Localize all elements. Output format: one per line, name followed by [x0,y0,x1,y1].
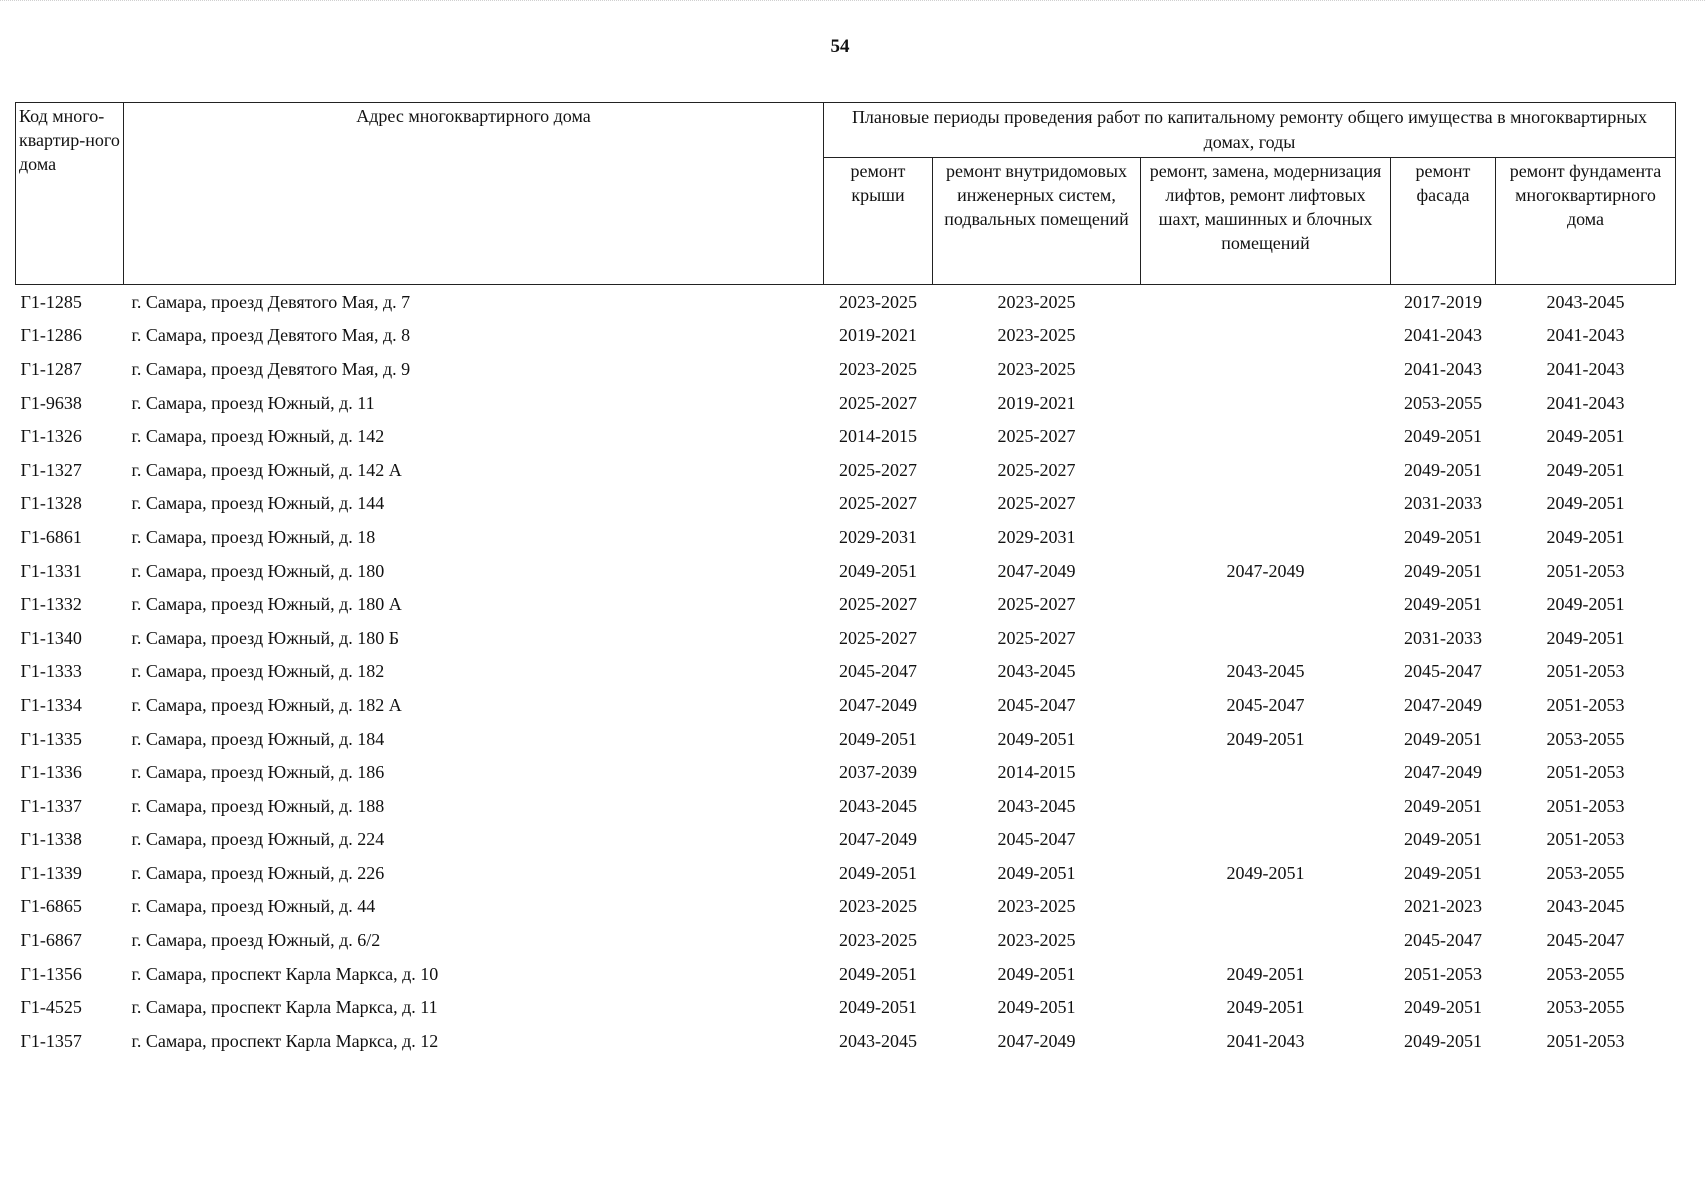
table-row [16,755,1676,789]
cell-roof: 2014-2015 [839,426,917,447]
cell-address: г. Самара, проезд Девятого Мая, д. 8 [131,325,411,346]
cell-facade: 2021-2023 [1404,896,1482,917]
cell-foundation: 2049-2051 [1546,594,1625,615]
cell-code: Г1-1337 [20,795,82,816]
cell-elevator [1141,419,1391,453]
cell-engineering: 2029-2031 [997,526,1076,547]
cell-foundation: 2041-2043 [1546,392,1625,413]
cell-code: Г1-1357 [20,1030,82,1051]
cell-engineering: 2025-2027 [997,459,1076,480]
cell-address: г. Самара, проспект Карла Маркса, д. 11 [131,997,438,1018]
page-number: 54 [830,36,850,57]
cell-engineering: 2025-2027 [997,493,1076,514]
table-body [16,285,1676,1058]
cell-address: г. Самара, проезд Южный, д. 18 [131,526,376,547]
cell-elevator [1141,890,1391,924]
cell-elevator [1141,520,1391,554]
scan-edge-noise [0,0,1705,13]
table-row [16,453,1676,487]
cell-elevator [1141,319,1391,353]
header-roof: ремонт крыши [824,158,933,285]
cell-address: г. Самара, проспект Карла Маркса, д. 12 [131,1030,439,1051]
cell-facade: 2049-2051 [1404,426,1482,447]
cell-code: Г1-1339 [20,862,82,883]
cell-elevator [1141,285,1391,319]
header-facade: ремонт фасада [1391,158,1496,285]
table-row [16,655,1676,689]
cell-code: Г1-1327 [20,459,82,480]
cell-foundation: 2041-2043 [1546,325,1625,346]
cell-elevator [1141,386,1391,420]
cell-facade: 2049-2051 [1404,560,1482,581]
table-row [16,722,1676,756]
cell-elevator: 2041-2043 [1226,1030,1305,1051]
cell-foundation: 2051-2053 [1546,762,1625,783]
cell-foundation: 2043-2045 [1546,291,1625,312]
cell-address: г. Самара, проезд Южный, д. 184 [131,728,385,749]
cell-code: Г1-1286 [20,325,82,346]
cell-engineering: 2025-2027 [997,627,1076,648]
cell-roof: 2049-2051 [839,560,917,581]
cell-engineering: 2045-2047 [997,694,1076,715]
table-row [16,487,1676,521]
cell-foundation: 2049-2051 [1546,493,1625,514]
cell-address: г. Самара, проезд Южный, д. 142 [131,426,385,447]
header-elevator: ремонт, замена, модернизация лифтов, ремонт лифтовых шахт, машинных и блочных помещений [1141,158,1391,285]
cell-facade: 2047-2049 [1404,762,1482,783]
cell-address: г. Самара, проезд Южный, д. 11 [131,392,375,413]
header-code: Код много-квартир-ного дома [16,103,124,285]
cell-roof: 2037-2039 [839,762,917,783]
table-row [16,419,1676,453]
cell-roof: 2025-2027 [839,392,917,413]
cell-elevator: 2049-2051 [1226,963,1305,984]
cell-roof: 2045-2047 [839,661,917,682]
cell-roof: 2029-2031 [839,526,917,547]
header-foundation: ремонт фундамента многоквартирного дома [1496,158,1676,285]
cell-code: Г1-6861 [20,526,82,547]
cell-address: г. Самара, проспект Карла Маркса, д. 10 [131,963,439,984]
cell-foundation: 2053-2055 [1546,997,1625,1018]
cell-engineering: 2023-2025 [997,930,1076,951]
cell-foundation: 2049-2051 [1546,426,1625,447]
cell-facade: 2049-2051 [1404,594,1482,615]
cell-roof: 2023-2025 [839,896,917,917]
cell-foundation: 2051-2053 [1546,829,1625,850]
cell-elevator: 2049-2051 [1226,862,1305,883]
cell-foundation: 2051-2053 [1546,560,1625,581]
cell-engineering: 2025-2027 [997,426,1076,447]
cell-facade: 2049-2051 [1404,795,1482,816]
cell-code: Г1-1328 [20,493,82,514]
cell-roof: 2047-2049 [839,694,917,715]
cell-code: Г1-1285 [20,291,82,312]
table-row [16,319,1676,353]
cell-foundation: 2053-2055 [1546,862,1625,883]
cell-facade: 2049-2051 [1404,829,1482,850]
cell-code: Г1-1334 [20,694,82,715]
cell-code: Г1-1332 [20,594,82,615]
cell-facade: 2049-2051 [1404,728,1482,749]
header-address: Адрес многоквартирного дома [124,103,824,285]
cell-address: г. Самара, проезд Южный, д. 180 А [131,594,402,615]
cell-roof: 2019-2021 [839,325,917,346]
cell-code: Г1-1335 [20,728,82,749]
table-row [16,856,1676,890]
cell-foundation: 2051-2053 [1546,694,1625,715]
cell-address: г. Самара, проезд Южный, д. 226 [131,862,385,883]
cell-address: г. Самара, проезд Южный, д. 6/2 [131,930,381,951]
cell-roof: 2023-2025 [839,930,917,951]
cell-roof: 2025-2027 [839,459,917,480]
table-row [16,923,1676,957]
cell-code: Г1-1338 [20,829,82,850]
cell-code: Г1-4525 [20,997,82,1018]
cell-foundation: 2049-2051 [1546,627,1625,648]
cell-engineering: 2023-2025 [997,896,1076,917]
cell-address: г. Самара, проезд Южный, д. 182 А [131,694,402,715]
cell-foundation: 2051-2053 [1546,1030,1625,1051]
cell-roof: 2023-2025 [839,291,917,312]
cell-engineering: 2043-2045 [997,795,1076,816]
table-row [16,554,1676,588]
cell-roof: 2025-2027 [839,627,917,648]
cell-facade: 2045-2047 [1404,661,1482,682]
cell-address: г. Самара, проезд Южный, д. 182 [131,661,385,682]
cell-facade: 2031-2033 [1404,493,1482,514]
cell-address: г. Самара, проезд Южный, д. 142 А [131,459,402,480]
table-row [16,352,1676,386]
cell-facade: 2047-2049 [1404,694,1482,715]
cell-code: Г1-1336 [20,762,82,783]
cell-elevator: 2047-2049 [1226,560,1305,581]
cell-facade: 2051-2053 [1404,963,1482,984]
cell-facade: 2049-2051 [1404,862,1482,883]
cell-address: г. Самара, проезд Южный, д. 186 [131,762,385,783]
cell-code: Г1-9638 [20,392,82,413]
cell-address: г. Самара, проезд Южный, д. 180 [131,560,385,581]
cell-roof: 2043-2045 [839,795,917,816]
cell-address: г. Самара, проезд Южный, д. 44 [131,896,376,917]
cell-foundation: 2043-2045 [1546,896,1625,917]
cell-roof: 2047-2049 [839,829,917,850]
cell-roof: 2023-2025 [839,358,917,379]
cell-roof: 2025-2027 [839,493,917,514]
cell-elevator [1141,352,1391,386]
table-row [16,520,1676,554]
cell-facade: 2049-2051 [1404,1030,1482,1051]
cell-engineering: 2047-2049 [997,1030,1076,1051]
cell-code: Г1-1340 [20,627,82,648]
cell-facade: 2017-2019 [1404,291,1482,312]
cell-roof: 2049-2051 [839,728,917,749]
cell-engineering: 2043-2045 [997,661,1076,682]
cell-engineering: 2019-2021 [997,392,1076,413]
cell-address: г. Самара, проезд Южный, д. 180 Б [131,627,400,648]
table-row [16,823,1676,857]
cell-facade: 2049-2051 [1404,526,1482,547]
cell-elevator [1141,789,1391,823]
cell-engineering: 2049-2051 [997,728,1076,749]
table-row [16,587,1676,621]
cell-elevator [1141,487,1391,521]
cell-elevator [1141,587,1391,621]
cell-facade: 2049-2051 [1404,997,1482,1018]
table-row [16,386,1676,420]
cell-engineering: 2025-2027 [997,594,1076,615]
table-row [16,789,1676,823]
cell-facade: 2045-2047 [1404,930,1482,951]
cell-address: г. Самара, проезд Южный, д. 224 [131,829,385,850]
table-row [16,1024,1676,1058]
cell-roof: 2049-2051 [839,997,917,1018]
cell-engineering: 2023-2025 [997,325,1076,346]
cell-elevator [1141,923,1391,957]
cell-foundation: 2051-2053 [1546,795,1625,816]
table-row [16,890,1676,924]
header-engineering: ремонт внутридомовых инженерных систем, подвальных помещений [933,158,1141,285]
cell-elevator: 2049-2051 [1226,728,1305,749]
table-row [16,990,1676,1024]
cell-elevator: 2045-2047 [1226,694,1305,715]
cell-foundation: 2049-2051 [1546,526,1625,547]
cell-roof: 2049-2051 [839,963,917,984]
cell-code: Г1-6865 [20,896,82,917]
header-planned-periods: Плановые периоды проведения работ по капитальному ремонту общего имущества в многоквартирных домах, годы [824,103,1676,158]
cell-facade: 2041-2043 [1404,325,1482,346]
cell-foundation: 2049-2051 [1546,459,1625,480]
cell-facade: 2031-2033 [1404,627,1482,648]
cell-elevator [1141,823,1391,857]
cell-elevator [1141,621,1391,655]
table-row [16,957,1676,991]
cell-foundation: 2053-2055 [1546,963,1625,984]
cell-facade: 2041-2043 [1404,358,1482,379]
cell-code: Г1-1326 [20,426,82,447]
cell-code: Г1-1331 [20,560,82,581]
cell-address: г. Самара, проезд Южный, д. 188 [131,795,385,816]
cell-address: г. Самара, проезд Девятого Мая, д. 9 [131,358,411,379]
cell-code: Г1-1287 [20,358,82,379]
cell-address: г. Самара, проезд Южный, д. 144 [131,493,385,514]
cell-engineering: 2049-2051 [997,963,1076,984]
cell-roof: 2043-2045 [839,1030,917,1051]
cell-engineering: 2049-2051 [997,862,1076,883]
cell-engineering: 2045-2047 [997,829,1076,850]
cell-foundation: 2053-2055 [1546,728,1625,749]
cell-elevator: 2049-2051 [1226,997,1305,1018]
cell-facade: 2049-2051 [1404,459,1482,480]
cell-foundation: 2045-2047 [1546,930,1625,951]
table-row [16,621,1676,655]
table-row [16,285,1676,319]
cell-roof: 2025-2027 [839,594,917,615]
cell-code: Г1-6867 [20,930,82,951]
cell-address: г. Самара, проезд Девятого Мая, д. 7 [131,291,411,312]
table-row [16,688,1676,722]
cell-code: Г1-1356 [20,963,82,984]
cell-foundation: 2051-2053 [1546,661,1625,682]
cell-code: Г1-1333 [20,661,82,682]
cell-engineering: 2047-2049 [997,560,1076,581]
cell-engineering: 2049-2051 [997,997,1076,1018]
cell-elevator [1141,453,1391,487]
cell-foundation: 2041-2043 [1546,358,1625,379]
cell-engineering: 2023-2025 [997,358,1076,379]
repair-schedule-table [15,102,1676,1058]
cell-engineering: 2023-2025 [997,291,1076,312]
cell-facade: 2053-2055 [1404,392,1482,413]
cell-elevator: 2043-2045 [1226,661,1305,682]
cell-elevator [1141,755,1391,789]
cell-roof: 2049-2051 [839,862,917,883]
cell-engineering: 2014-2015 [997,762,1076,783]
